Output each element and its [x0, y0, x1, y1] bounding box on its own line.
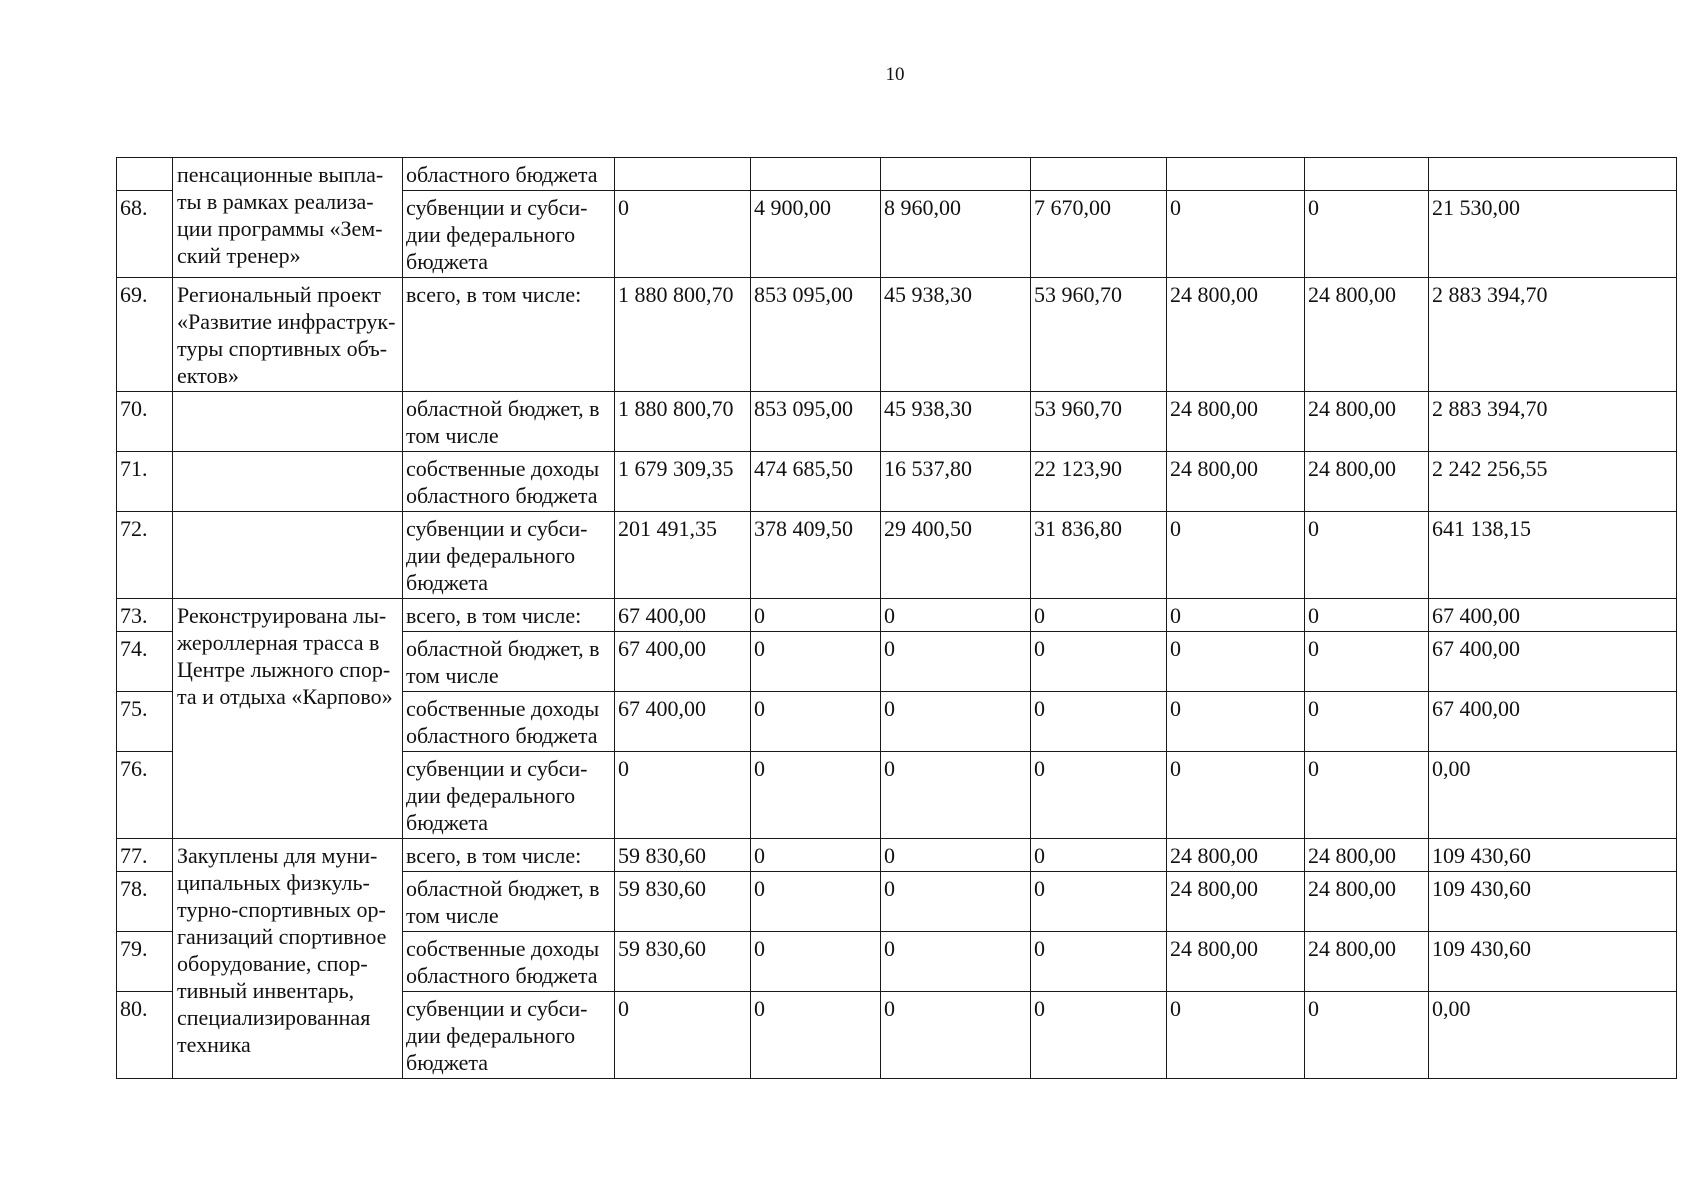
row-number: 70. [117, 392, 173, 452]
row-number: 75. [117, 692, 173, 752]
value-col-2: 0 [751, 992, 881, 1079]
empty-description-cell [173, 392, 403, 452]
value-col-3 [881, 158, 1031, 191]
funding-source: субвенции и субси- дии федерального бюджета [403, 992, 615, 1079]
value-col-1: 59 830,60 [615, 839, 751, 872]
value-col-total: 641 138,15 [1429, 512, 1677, 599]
value-col-total: 0,00 [1429, 992, 1677, 1079]
funding-source: собственные доходы областного бюджета [403, 452, 615, 512]
value-col-1: 201 491,35 [615, 512, 751, 599]
value-col-4: 0 [1031, 992, 1167, 1079]
budget-table [116, 157, 1677, 1079]
value-col-1: 0 [615, 191, 751, 278]
funding-source: собственные доходы областного бюджета [403, 692, 615, 752]
value-col-total: 67 400,00 [1429, 692, 1677, 752]
row-number: 76. [117, 752, 173, 839]
value-col-6: 0 [1305, 191, 1429, 278]
value-col-1: 0 [615, 752, 751, 839]
table-row [117, 839, 1677, 872]
value-col-4: 53 960,70 [1031, 392, 1167, 452]
value-col-3: 0 [881, 752, 1031, 839]
row-number: 79. [117, 932, 173, 992]
value-col-1: 1 880 800,70 [615, 278, 751, 392]
value-col-4: 7 670,00 [1031, 191, 1167, 278]
value-col-6: 24 800,00 [1305, 452, 1429, 512]
item-description: Региональный проект «Развитие инфраструк- туры спортивных объ- ектов» [173, 278, 403, 392]
row-number: 68. [117, 191, 173, 278]
value-col-total: 109 430,60 [1429, 932, 1677, 992]
value-col-3: 16 537,80 [881, 452, 1031, 512]
value-col-3: 0 [881, 932, 1031, 992]
value-col-2: 0 [751, 692, 881, 752]
value-col-2: 0 [751, 752, 881, 839]
value-col-3: 0 [881, 599, 1031, 632]
funding-source: собственные доходы областного бюджета [403, 932, 615, 992]
table-row [117, 392, 1677, 452]
value-col-2 [751, 158, 881, 191]
value-col-4 [1031, 158, 1167, 191]
value-col-total: 2 883 394,70 [1429, 392, 1677, 452]
value-col-3: 0 [881, 872, 1031, 932]
value-col-5: 24 800,00 [1167, 932, 1305, 992]
row-number: 73. [117, 599, 173, 632]
row-number: 69. [117, 278, 173, 392]
funding-source: областной бюджет, в том числе [403, 392, 615, 452]
value-col-5: 24 800,00 [1167, 839, 1305, 872]
row-number [117, 158, 173, 191]
funding-source: субвенции и субси- дии федерального бюджета [403, 512, 615, 599]
funding-source: субвенции и субси- дии федерального бюджета [403, 752, 615, 839]
value-col-2: 853 095,00 [751, 278, 881, 392]
value-col-5: 24 800,00 [1167, 452, 1305, 512]
value-col-1: 67 400,00 [615, 599, 751, 632]
value-col-5: 24 800,00 [1167, 872, 1305, 932]
value-col-total: 109 430,60 [1429, 839, 1677, 872]
value-col-total: 0,00 [1429, 752, 1677, 839]
value-col-6: 24 800,00 [1305, 932, 1429, 992]
value-col-4: 31 836,80 [1031, 512, 1167, 599]
value-col-3: 45 938,30 [881, 392, 1031, 452]
value-col-5: 0 [1167, 512, 1305, 599]
item-description: пенсационные выпла- ты в рамках реализа- ции программы «Зем- ский тренер» [173, 158, 403, 278]
value-col-6: 0 [1305, 599, 1429, 632]
row-number: 80. [117, 992, 173, 1079]
value-col-2: 0 [751, 839, 881, 872]
value-col-5: 0 [1167, 992, 1305, 1079]
value-col-6: 0 [1305, 752, 1429, 839]
value-col-5: 24 800,00 [1167, 278, 1305, 392]
value-col-total [1429, 158, 1677, 191]
value-col-3: 29 400,50 [881, 512, 1031, 599]
table-body [117, 158, 1677, 1079]
value-col-total: 67 400,00 [1429, 599, 1677, 632]
value-col-3: 0 [881, 632, 1031, 692]
funding-source: всего, в том числе: [403, 278, 615, 392]
value-col-2: 378 409,50 [751, 512, 881, 599]
value-col-4: 0 [1031, 932, 1167, 992]
table-row [117, 158, 1677, 191]
value-col-total: 2 242 256,55 [1429, 452, 1677, 512]
empty-description-cell [173, 452, 403, 512]
value-col-2: 474 685,50 [751, 452, 881, 512]
value-col-6: 24 800,00 [1305, 278, 1429, 392]
row-number: 78. [117, 872, 173, 932]
value-col-4: 0 [1031, 839, 1167, 872]
value-col-6 [1305, 158, 1429, 191]
value-col-6: 0 [1305, 692, 1429, 752]
funding-source: областной бюджет, в том числе [403, 872, 615, 932]
item-description: Реконструирована лы- жероллерная трасса в Центре лыжного спор- та и отдыха «Карпово» [173, 599, 403, 839]
value-col-4: 0 [1031, 599, 1167, 632]
value-col-2: 0 [751, 599, 881, 632]
value-col-5: 0 [1167, 632, 1305, 692]
value-col-6: 24 800,00 [1305, 392, 1429, 452]
value-col-1: 0 [615, 992, 751, 1079]
value-col-1: 67 400,00 [615, 632, 751, 692]
funding-source: субвенции и субси- дии федерального бюджета [403, 191, 615, 278]
value-col-3: 0 [881, 992, 1031, 1079]
value-col-6: 24 800,00 [1305, 872, 1429, 932]
value-col-3: 8 960,00 [881, 191, 1031, 278]
value-col-3: 0 [881, 839, 1031, 872]
value-col-total: 21 530,00 [1429, 191, 1677, 278]
funding-source: всего, в том числе: [403, 839, 615, 872]
table-row [117, 599, 1677, 632]
value-col-5: 0 [1167, 692, 1305, 752]
value-col-2: 853 095,00 [751, 392, 881, 452]
item-description: Закуплены для муни- ципальных физкуль- турно-спортивных ор- ганизаций спортивное оборудование, спор- тивный инвентарь, специализированная техника [173, 839, 403, 1079]
value-col-4: 53 960,70 [1031, 278, 1167, 392]
value-col-1 [615, 158, 751, 191]
value-col-2: 4 900,00 [751, 191, 881, 278]
value-col-1: 67 400,00 [615, 692, 751, 752]
value-col-total: 2 883 394,70 [1429, 278, 1677, 392]
value-col-1: 59 830,60 [615, 932, 751, 992]
value-col-4: 22 123,90 [1031, 452, 1167, 512]
row-number: 71. [117, 452, 173, 512]
value-col-4: 0 [1031, 872, 1167, 932]
value-col-1: 1 880 800,70 [615, 392, 751, 452]
value-col-5: 0 [1167, 752, 1305, 839]
value-col-4: 0 [1031, 632, 1167, 692]
value-col-3: 45 938,30 [881, 278, 1031, 392]
value-col-5: 0 [1167, 191, 1305, 278]
value-col-6: 0 [1305, 992, 1429, 1079]
row-number: 74. [117, 632, 173, 692]
value-col-1: 1 679 309,35 [615, 452, 751, 512]
empty-description-cell [173, 512, 403, 599]
value-col-2: 0 [751, 872, 881, 932]
funding-source: областного бюджета [403, 158, 615, 191]
value-col-4: 0 [1031, 752, 1167, 839]
value-col-6: 0 [1305, 512, 1429, 599]
table-row [117, 512, 1677, 599]
value-col-4: 0 [1031, 692, 1167, 752]
value-col-5 [1167, 158, 1305, 191]
funding-source: всего, в том числе: [403, 599, 615, 632]
value-col-2: 0 [751, 632, 881, 692]
value-col-6: 24 800,00 [1305, 839, 1429, 872]
value-col-5: 24 800,00 [1167, 392, 1305, 452]
row-number: 72. [117, 512, 173, 599]
value-col-total: 109 430,60 [1429, 872, 1677, 932]
table-row [117, 452, 1677, 512]
row-number: 77. [117, 839, 173, 872]
value-col-5: 0 [1167, 599, 1305, 632]
page-number: 10 [885, 64, 905, 85]
value-col-3: 0 [881, 692, 1031, 752]
table-row [117, 278, 1677, 392]
value-col-6: 0 [1305, 632, 1429, 692]
funding-source: областной бюджет, в том числе [403, 632, 615, 692]
value-col-1: 59 830,60 [615, 872, 751, 932]
value-col-total: 67 400,00 [1429, 632, 1677, 692]
value-col-2: 0 [751, 932, 881, 992]
